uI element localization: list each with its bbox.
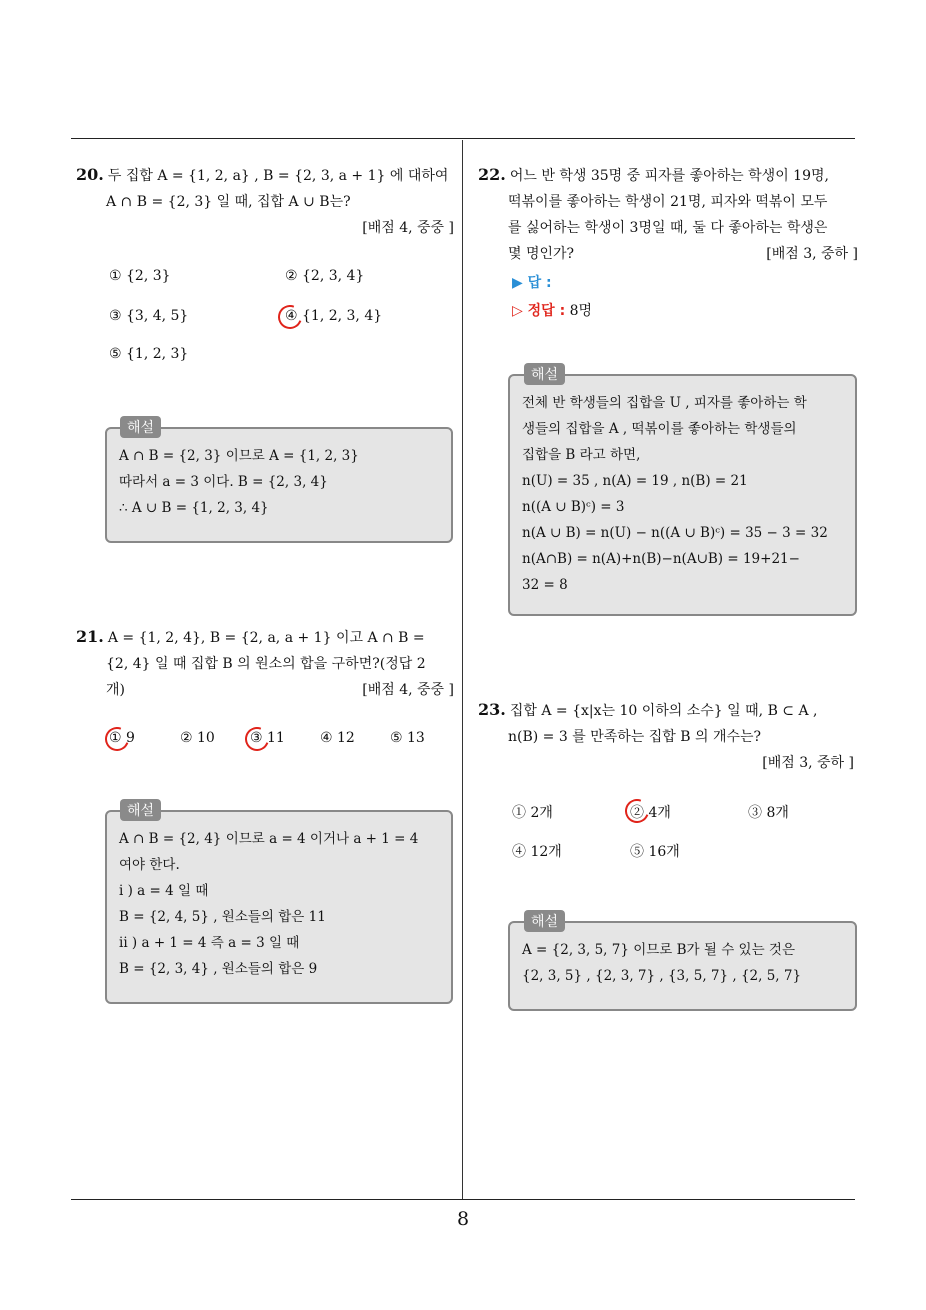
choice-4[interactable]: ④ 12개	[512, 844, 562, 860]
answer-mark-circle	[101, 723, 133, 755]
question-text: n(B) = 3 를 만족하는 집합 B 의 개수는?	[508, 729, 762, 745]
question-text: 떡볶이를 좋아하는 학생이 21명, 피자와 떡볶이 모두	[508, 194, 828, 210]
choice-3[interactable]: ③ 11	[250, 730, 285, 746]
solution-line: n(A∩B) = n(A)+n(B)−n(A∪B) = 19+21−	[522, 551, 800, 567]
solution-line: 따라서 a = 3 이다. B = {2, 3, 4}	[119, 474, 328, 490]
question-21	[76, 624, 454, 703]
solution-line: A ∩ B = {2, 3} 이므로 A = {1, 2, 3}	[119, 448, 359, 464]
choice-2[interactable]: ② 4개	[630, 805, 671, 821]
solution-line: B = {2, 4, 5} , 원소들의 합은 11	[119, 909, 326, 925]
solution-line: 집합을 B 라고 하면,	[522, 447, 641, 463]
question-text: {2, 4} 일 때 집합 B 의 원소의 합을 구하면?(정답 2	[106, 656, 426, 672]
page-number: 8	[456, 1208, 470, 1230]
solution-box-22	[508, 374, 857, 616]
score-label: [배점 4, 중중 ]	[362, 682, 454, 698]
question-22	[478, 162, 858, 267]
solution-line: 여야 한다.	[119, 857, 180, 873]
solution-tag: 해설	[120, 416, 161, 438]
solution-line: ii ) a + 1 = 4 즉 a = 3 일 때	[119, 935, 300, 951]
solution-line: ∴ A ∪ B = {1, 2, 3, 4}	[119, 500, 269, 516]
choice-4[interactable]: ④ {1, 2, 3, 4}	[285, 308, 383, 324]
solution-line: A ∩ B = {2, 4} 이므로 a = 4 이거나 a + 1 = 4	[119, 831, 419, 847]
solution-line: 전체 반 학생들의 집합을 U , 피자를 좋아하는 학	[522, 395, 807, 411]
answer-label: ▶ 답 :	[512, 275, 552, 291]
question-number: 22.	[478, 165, 506, 184]
solution-box-20	[105, 427, 453, 543]
question-20	[76, 162, 454, 241]
score-label: [배점 3, 중하 ]	[766, 246, 858, 262]
solution-box-23	[508, 921, 857, 1011]
solution-tag: 해설	[524, 363, 565, 385]
choice-3[interactable]: ③ {3, 4, 5}	[109, 308, 189, 324]
choice-2[interactable]: ② 10	[180, 730, 215, 746]
top-rule	[71, 138, 855, 139]
solution-line: 32 = 8	[522, 577, 568, 593]
solution-tag: 해설	[120, 799, 161, 821]
question-text: 집합 A = {x|x는 10 이하의 소수} 일 때, B ⊂ A ,	[509, 703, 818, 719]
solution-tag: 해설	[524, 910, 565, 932]
choice-1[interactable]: ① 2개	[512, 805, 553, 821]
bottom-rule	[71, 1199, 855, 1200]
question-text: 어느 반 학생 35명 중 피자를 좋아하는 학생이 19명,	[509, 168, 829, 184]
solution-box-21	[105, 810, 453, 1004]
question-text: 몇 명인가?	[508, 246, 575, 262]
solution-line: A = {2, 3, 5, 7} 이므로 B가 될 수 있는 것은	[522, 942, 796, 958]
correct-answer	[512, 300, 592, 320]
choice-3[interactable]: ③ 8개	[748, 805, 789, 821]
question-text: A = {1, 2, 4}, B = {2, a, a + 1} 이고 A ∩ B =	[107, 630, 425, 646]
solution-line: i ) a = 4 일 때	[119, 883, 209, 899]
score-label: [배점 3, 중하 ]	[762, 755, 854, 771]
choice-2[interactable]: ② {2, 3, 4}	[285, 268, 365, 284]
answer-mark-circle	[274, 301, 306, 333]
question-number: 20.	[76, 165, 104, 184]
score-label: [배점 4, 중중 ]	[362, 220, 454, 236]
choice-5[interactable]: ⑤ 13	[390, 730, 425, 746]
choice-1[interactable]: ① 9	[109, 730, 135, 746]
solution-line: n((A ∪ B)ᶜ) = 3	[522, 499, 625, 515]
solution-line: {2, 3, 5} , {2, 3, 7} , {3, 5, 7} , {2, 5, 7}	[522, 968, 802, 984]
correct-value: 8명	[569, 303, 593, 319]
answer-mark-circle	[241, 723, 273, 755]
choice-5[interactable]: ⑤ 16개	[630, 844, 680, 860]
answer-mark-circle	[621, 795, 653, 827]
question-number: 23.	[478, 700, 506, 719]
solution-line: B = {2, 3, 4} , 원소들의 합은 9	[119, 961, 318, 977]
choice-1[interactable]: ① {2, 3}	[109, 268, 171, 284]
choice-4[interactable]: ④ 12	[320, 730, 355, 746]
question-text: 를 싫어하는 학생이 3명일 때, 둘 다 좋아하는 학생은	[508, 220, 828, 236]
column-divider	[462, 140, 463, 1199]
question-23	[478, 697, 858, 776]
choice-5[interactable]: ⑤ {1, 2, 3}	[109, 346, 189, 362]
question-text: A ∩ B = {2, 3} 일 때, 집합 A ∪ B는?	[106, 194, 351, 210]
solution-line: n(U) = 35 , n(A) = 19 , n(B) = 21	[522, 473, 748, 489]
question-text: 개)	[106, 682, 125, 698]
solution-line: 생들의 집합을 A , 떡볶이를 좋아하는 학생들의	[522, 421, 797, 437]
question-number: 21.	[76, 627, 104, 646]
solution-line: n(A ∪ B) = n(U) − n((A ∪ B)ᶜ) = 35 − 3 = 32	[522, 525, 828, 541]
correct-label: ▷ 정답 :	[512, 303, 566, 319]
question-text: 두 집합 A = {1, 2, a} , B = {2, 3, a + 1} 에 대하여	[107, 168, 449, 184]
